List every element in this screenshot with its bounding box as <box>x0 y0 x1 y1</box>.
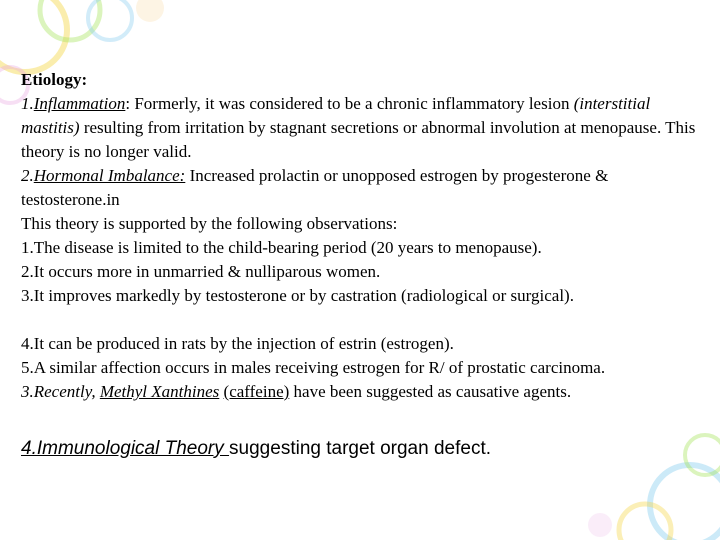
item1-paren: (interstitial mastitis) <box>21 94 651 137</box>
decor-dot <box>136 0 164 22</box>
item3-caffeine: (caffeine) <box>223 382 290 401</box>
item3-prefix: 3.Recently, <box>21 382 100 401</box>
decor-dot <box>588 513 612 537</box>
decor-swirl <box>40 0 100 40</box>
item1-title: Inflammation <box>33 94 126 113</box>
observation-1: 1.The disease is limited to the child-bearing period (20 years to menopause). <box>21 238 542 257</box>
decor-swirl <box>619 504 671 540</box>
support-intro: This theory is supported by the following observations: <box>21 214 398 233</box>
decor-swirl <box>650 465 720 540</box>
decor-swirl <box>0 0 67 72</box>
item2-num: 2. <box>21 166 34 185</box>
item2-title: Hormonal Imbalance: <box>33 166 186 185</box>
item1-rest: resulting from irritation by stagnant secretions or abnormal involution at menopause. This theory is no longer valid. <box>21 118 696 161</box>
item2-rest: Increased prolactin or unopposed estrogen by progesterone & testosterone.in <box>21 166 609 209</box>
item-hormonal <box>21 164 711 212</box>
spacer <box>21 404 711 428</box>
observation-4: 4.It can be produced in rats by the injection of estrin (estrogen). <box>21 334 454 353</box>
observation-5: 5.A similar affection occurs in males receiving estrogen for R/ of prostatic carcinoma. <box>21 358 606 377</box>
decor-swirl <box>88 0 132 40</box>
heading: Etiology: <box>21 70 88 89</box>
item1-text: : Formerly, it was considered to be a chronic inflammatory lesion <box>125 94 570 113</box>
item1-num: 1. <box>21 94 34 113</box>
item4-title: 4.Immunological Theory <box>21 438 230 459</box>
item3-title: Methyl Xanthines <box>99 382 220 401</box>
spacer <box>21 308 711 332</box>
item-methyl-xanthines <box>21 380 711 404</box>
item-inflammation <box>21 92 711 164</box>
item3-rest: have been suggested as causative agents. <box>289 382 572 401</box>
item4-rest: suggesting target organ defect. <box>229 438 492 459</box>
observation-3: 3.It improves markedly by testosterone or by castration (radiological or surgical). <box>21 286 574 305</box>
item-immunological <box>21 436 711 462</box>
slide-body <box>21 68 711 462</box>
observation-2: 2.It occurs more in unmarried & nulliparous women. <box>21 262 381 281</box>
